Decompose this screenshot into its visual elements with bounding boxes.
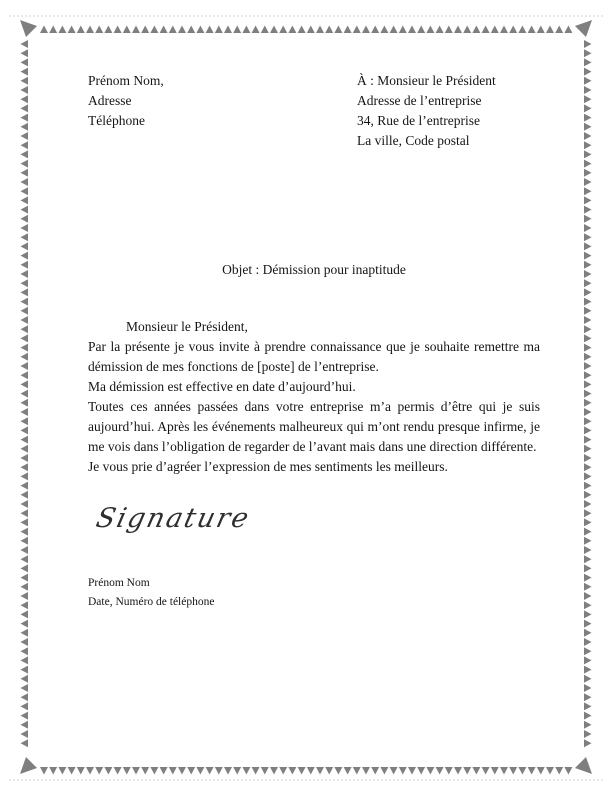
handwritten-signature: Signature (93, 503, 254, 534)
body-paragraph-1: Par la présente je vous invite à prendre connaissance que je souhaite remettre ma démission de mes fonctions de [poste] de l’entreprise. (88, 339, 540, 374)
sender-line: Prénom Nom, (88, 73, 164, 88)
recipient-line: À : Monsieur le Président (357, 73, 496, 88)
signature-details: Date, Numéro de téléphone (88, 596, 215, 608)
signature-block (88, 574, 540, 612)
body-paragraph-2: Ma démission est effective en date d’aujourd’hui. (88, 379, 356, 394)
salutation: Monsieur le Président, (126, 319, 248, 334)
letter-content (88, 71, 540, 612)
signature-name: Prénom Nom (88, 577, 150, 589)
sender-line: Adresse (88, 93, 132, 108)
faint-dotted-line-bottom (9, 779, 603, 781)
body-paragraph-3: Toutes ces années passées dans votre entreprise m’a permis d’être qui je suis aujourd’hui. Après les événements malheureux qui m’ont rendu presque infirme, je me vois dans l’obligation de regarder de l’avant mais dans une direction différente. (88, 399, 540, 454)
address-row (88, 71, 540, 151)
subject-line: Objet : Démission pour inaptitude (222, 262, 406, 277)
faint-dotted-line-top (9, 15, 603, 17)
sender-line: Téléphone (88, 113, 145, 128)
recipient-address-block (357, 71, 496, 151)
recipient-line: La ville, Code postal (357, 133, 470, 148)
recipient-line: Adresse de l’entreprise (357, 93, 482, 108)
closing-line: Je vous prie d’agréer l’expression de mes sentiments les meilleurs. (88, 459, 448, 474)
recipient-line: 34, Rue de l’entreprise (357, 113, 480, 128)
